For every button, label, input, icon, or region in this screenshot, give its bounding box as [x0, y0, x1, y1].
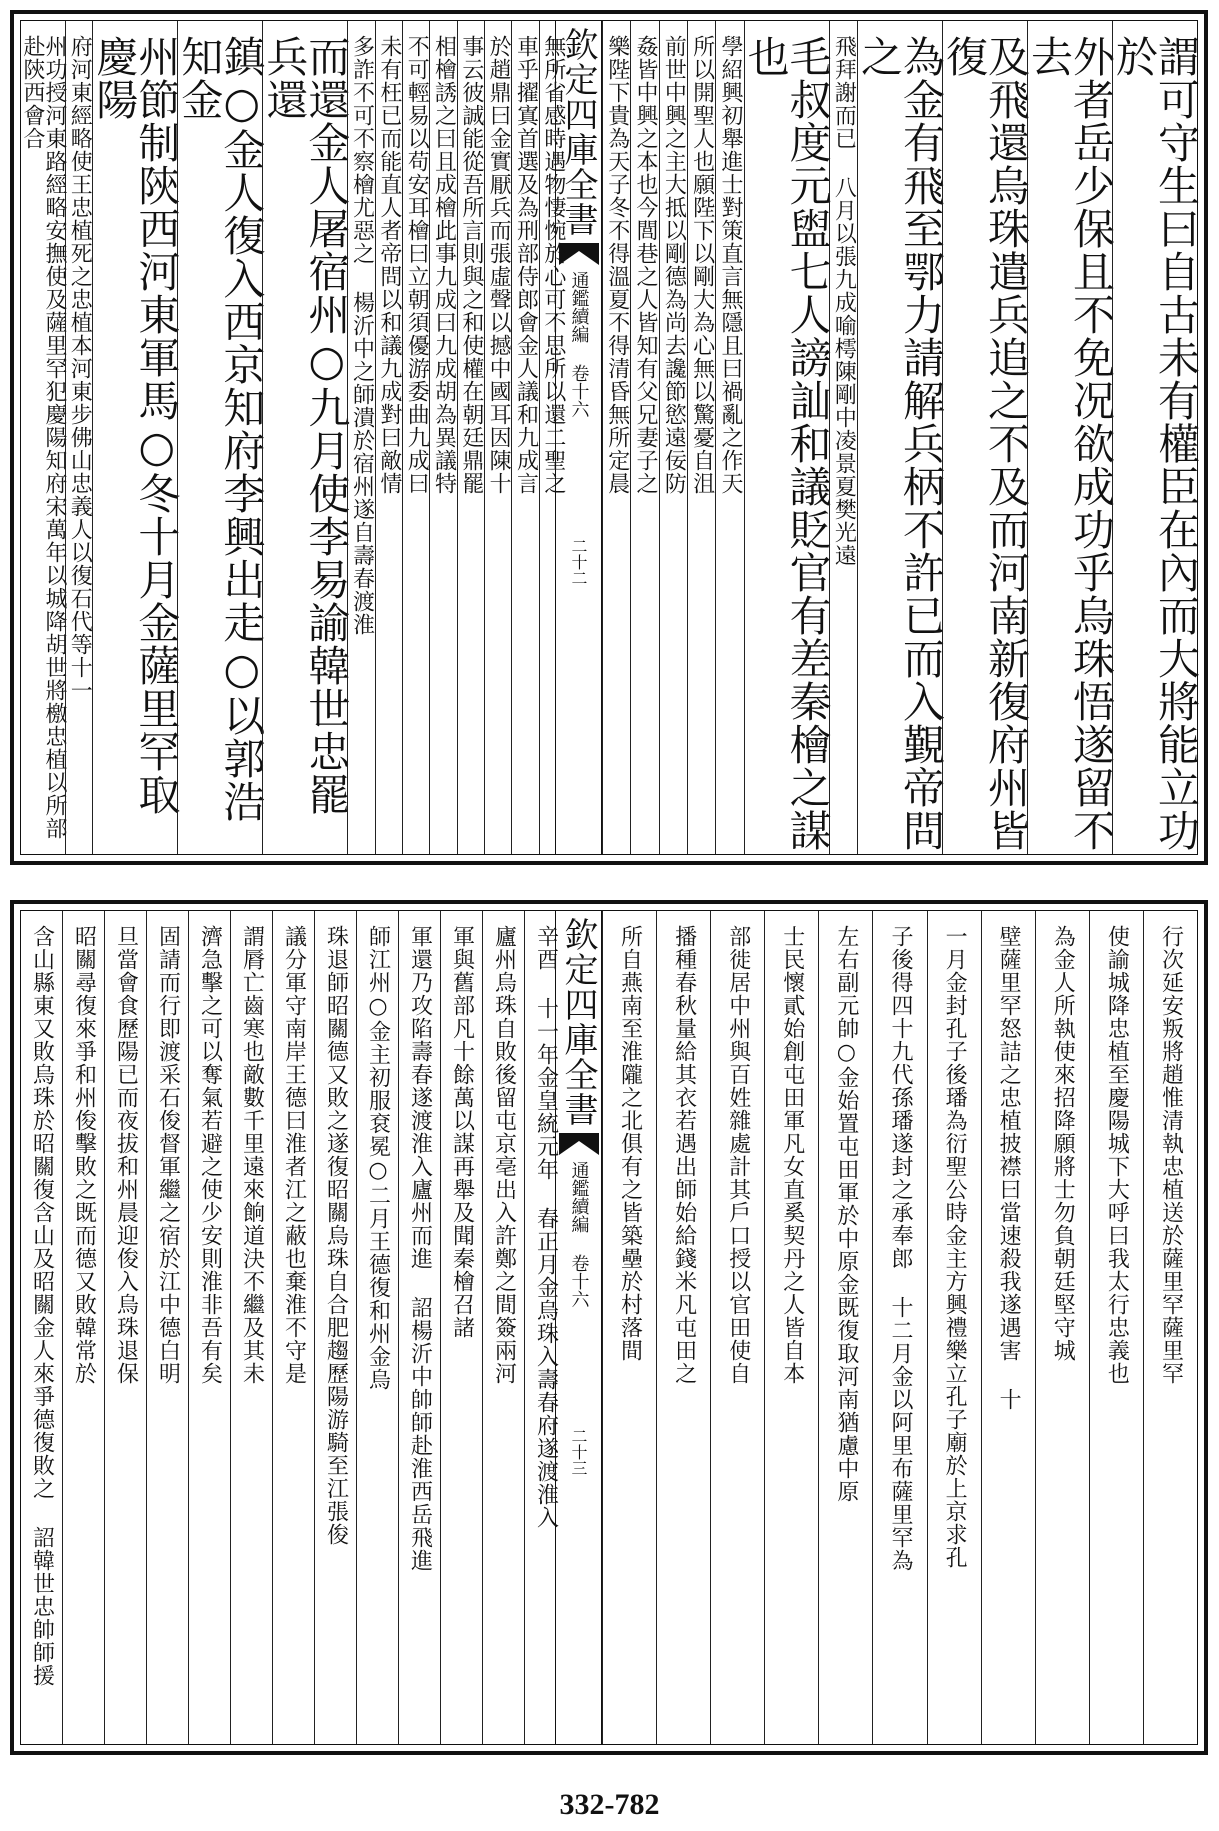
text-column	[429, 21, 456, 854]
column-text: 相檜誘之曰且成檜此事九成曰九成胡為異議特	[431, 35, 457, 495]
upper-right-leaf	[602, 21, 1201, 854]
column-text: 樂陛下貴為天子冬不得溫夏不得清昏無所定晨	[604, 35, 630, 495]
text-column	[482, 911, 524, 1744]
juan-label: 通鑑續編 卷十六	[568, 1161, 590, 1308]
text-column	[524, 911, 566, 1744]
column-text: 濟急擊之可以奪氣若避之使少安則淮非吾有矣	[197, 925, 223, 1385]
text-column	[1143, 911, 1197, 1744]
column-text: 外者岳少保且不免况欲成功乎烏珠悟遂留不去	[1025, 35, 1116, 852]
column-text: 無所省感時遇物悽惋於心可不思所以還二聖之	[540, 35, 566, 495]
text-column	[62, 911, 104, 1744]
text-column	[402, 21, 429, 854]
column-text: 未有枉已而能直人者帝問以和議九成對曰敵情	[376, 35, 402, 495]
text-column	[175, 21, 267, 854]
text-column	[1035, 911, 1089, 1744]
text-column	[356, 911, 398, 1744]
juan-label: 通鑑續編 卷十六	[568, 271, 590, 418]
column-text: 所以開聖人也願陛下以剛大為心無以驚憂自沮	[689, 35, 715, 495]
text-column	[314, 911, 356, 1744]
text-column	[21, 911, 62, 1744]
text-column	[104, 911, 146, 1744]
text-column	[484, 21, 511, 854]
column-text: 子後得四十九代孫璠遂封之承奉郎 十二月金以阿里布薩里罕為	[887, 925, 913, 1572]
column-text: 姦皆中興之本也今閭巷之人皆知有父兄妻子之	[633, 35, 659, 495]
text-column	[65, 21, 92, 854]
column-text: 固請而行即渡采石俊督軍繼之宿於江中德白明	[155, 925, 181, 1385]
text-column	[146, 911, 188, 1744]
column-text: 軍與舊部凡十餘萬以謀再舉及聞秦檜召諸	[449, 925, 475, 1339]
lower-page-frame	[20, 910, 1198, 1745]
folio-number: 二十二	[569, 538, 588, 586]
text-column	[940, 21, 1031, 854]
column-text: 壁薩里罕怒詰之忠植披襟曰當速殺我遂遇害 十	[996, 925, 1022, 1411]
text-column	[981, 911, 1035, 1744]
column-text: 車乎擢寘首選及為刑部侍郎會金人議和九成言	[513, 35, 539, 495]
column-text: 謂可守生曰自古未有權臣在內而大將能立功於	[1110, 35, 1201, 852]
text-column	[20, 21, 68, 854]
column-text: 昭關尋復來爭和州俊擊敗之既而德又敗韓常於	[71, 925, 97, 1385]
text-column	[347, 21, 374, 854]
text-column	[818, 911, 872, 1744]
text-column	[630, 21, 658, 854]
text-column	[715, 21, 743, 854]
column-text: 為金有飛至鄂力請解兵柄不許已而入覲帝問之	[855, 35, 946, 852]
text-column	[440, 911, 482, 1744]
text-column	[398, 911, 440, 1744]
text-column	[1025, 21, 1116, 854]
lower-page	[10, 900, 1208, 1755]
column-text: 播種春秋量給其衣若遇出師始給錢米凡屯田之	[671, 925, 697, 1385]
text-column	[188, 911, 230, 1744]
column-text: 謂脣亡齒寒也敵數千里遠來餉道決不繼及其未	[239, 925, 265, 1385]
column-text: 一月金封孔子後璠為衍聖公時金主方興禮樂立孔子廟於上京求孔	[942, 925, 968, 1569]
book-title: 欽定四庫全書	[558, 27, 598, 237]
text-column	[687, 21, 715, 854]
text-column	[872, 911, 926, 1744]
column-text: 左右副元帥○金始置屯田軍於中原金既復取河南猶慮中原	[833, 925, 859, 1503]
text-column	[710, 911, 764, 1744]
column-text: 旦當會食歷陽已而夜拔和州晨迎俊入烏珠退保	[113, 925, 139, 1385]
text-column	[1110, 21, 1201, 854]
column-text: 所自燕南至淮隴之北俱有之皆築壘於村落間	[617, 925, 643, 1362]
text-column	[230, 911, 272, 1744]
column-text: 州節制陝西河東軍馬○冬十月金薩里罕取慶陽	[90, 35, 182, 816]
column-text: 而還金人屠宿州○九月使李易諭韓世忠罷兵還	[260, 35, 352, 816]
column-text: 前世中興之主大抵以剛德為尚去讒節慾遠佞防	[661, 35, 687, 495]
text-column	[855, 21, 946, 854]
column-text: 軍還乃攻陷壽春遂渡淮入廬州而進 詔楊沂中帥師赴淮西岳飛進	[407, 925, 433, 1572]
text-column	[829, 21, 857, 854]
column-text: 行次延安叛將趙惟清執忠植送於薩里罕薩里罕	[1158, 925, 1184, 1385]
column-text: 議分軍守南岸王德曰淮者江之蔽也棄淮不守是	[281, 925, 307, 1385]
column-text: 多詐不可不察檜尤惡之 楊沂中之師潰於宿州遂自壽春渡淮	[349, 35, 375, 636]
column-text: 士民懷貳始創屯田軍凡女直奚契丹之人皆自本	[779, 925, 805, 1385]
text-column	[260, 21, 352, 854]
upper-page	[10, 10, 1208, 865]
text-column	[457, 21, 484, 854]
column-text: 不可輕易以苟安耳檜曰立朝須優游委曲九成曰	[404, 35, 430, 495]
column-text: 師江州○金主初服袞冕○二月王德復和州金烏	[365, 925, 391, 1391]
column-text: 使諭城降忠植至慶陽城下大呼曰我太行忠義也	[1104, 925, 1130, 1385]
text-column	[602, 911, 656, 1744]
text-column	[90, 21, 182, 854]
column-text: 部徙居中州與百姓雜處計其戶口授以官田使自	[725, 925, 751, 1385]
text-column	[272, 911, 314, 1744]
column-text: 學紹興初舉進士對策直言無隱且曰禍亂之作天	[718, 35, 743, 495]
lower-left-leaf	[21, 911, 566, 1744]
column-text: 事云彼誠能從吾所言則與之和使權在朝廷鼎罷	[458, 35, 484, 495]
column-text: 含山縣東又敗烏珠於昭關復含山及昭關金人來爭德復敗之 詔韓世忠帥師援	[29, 925, 55, 1687]
column-text: 廬州烏珠自敗後留屯京亳出入許鄭之間簽兩河	[491, 925, 517, 1385]
book-title: 欽定四庫全書	[558, 917, 598, 1127]
column-text: 為金人所執使來招降願將士勿負朝廷堅守城	[1050, 925, 1076, 1362]
column-text: 辛酉 十一年金皇統元年 春正月金烏珠入壽春府遂渡淮入	[533, 925, 559, 1529]
text-column	[927, 911, 981, 1744]
text-column	[511, 21, 538, 854]
column-text: 鎮○金人復入西京知府李興出走○以郭浩知金	[175, 35, 267, 823]
text-column	[602, 21, 630, 854]
folio-number: 二十三	[569, 1428, 588, 1476]
column-text: 珠退師昭關德又敗之遂復昭關烏珠自合肥趨歷陽游騎至江張俊	[323, 925, 349, 1546]
column-text: 州功授河東路經略安撫使及薩里罕犯慶陽知府宋萬年以城降胡世將檄忠植以所部赴陝西會合	[20, 35, 68, 840]
text-column	[375, 21, 402, 854]
text-column	[1089, 911, 1143, 1744]
upper-page-frame	[20, 20, 1201, 855]
text-column	[764, 911, 818, 1744]
upper-left-leaf	[21, 21, 566, 854]
text-column	[659, 21, 687, 854]
column-text: 飛拜謝而已 八月以張九成喻樗陳剛中凌景夏樊光遠	[831, 35, 857, 567]
column-text: 及飛還烏珠遣兵追之不及而河南新復府州皆復	[940, 35, 1031, 852]
text-column	[539, 21, 566, 854]
column-text: 毛叔度元盥七人謗訕和議貶官有差秦檜之謀也	[741, 35, 833, 852]
column-text: 府河東經略使王忠植死之忠植本河東步佛山忠義人以復石代等十一	[67, 35, 93, 702]
text-column	[656, 911, 710, 1744]
lower-right-leaf	[602, 911, 1197, 1744]
text-column	[741, 21, 833, 854]
column-text: 於趙鼎曰金實厭兵而張虛聲以撼中國耳因陳十	[486, 35, 512, 495]
page-footer-number: 332-782	[559, 1788, 660, 1821]
